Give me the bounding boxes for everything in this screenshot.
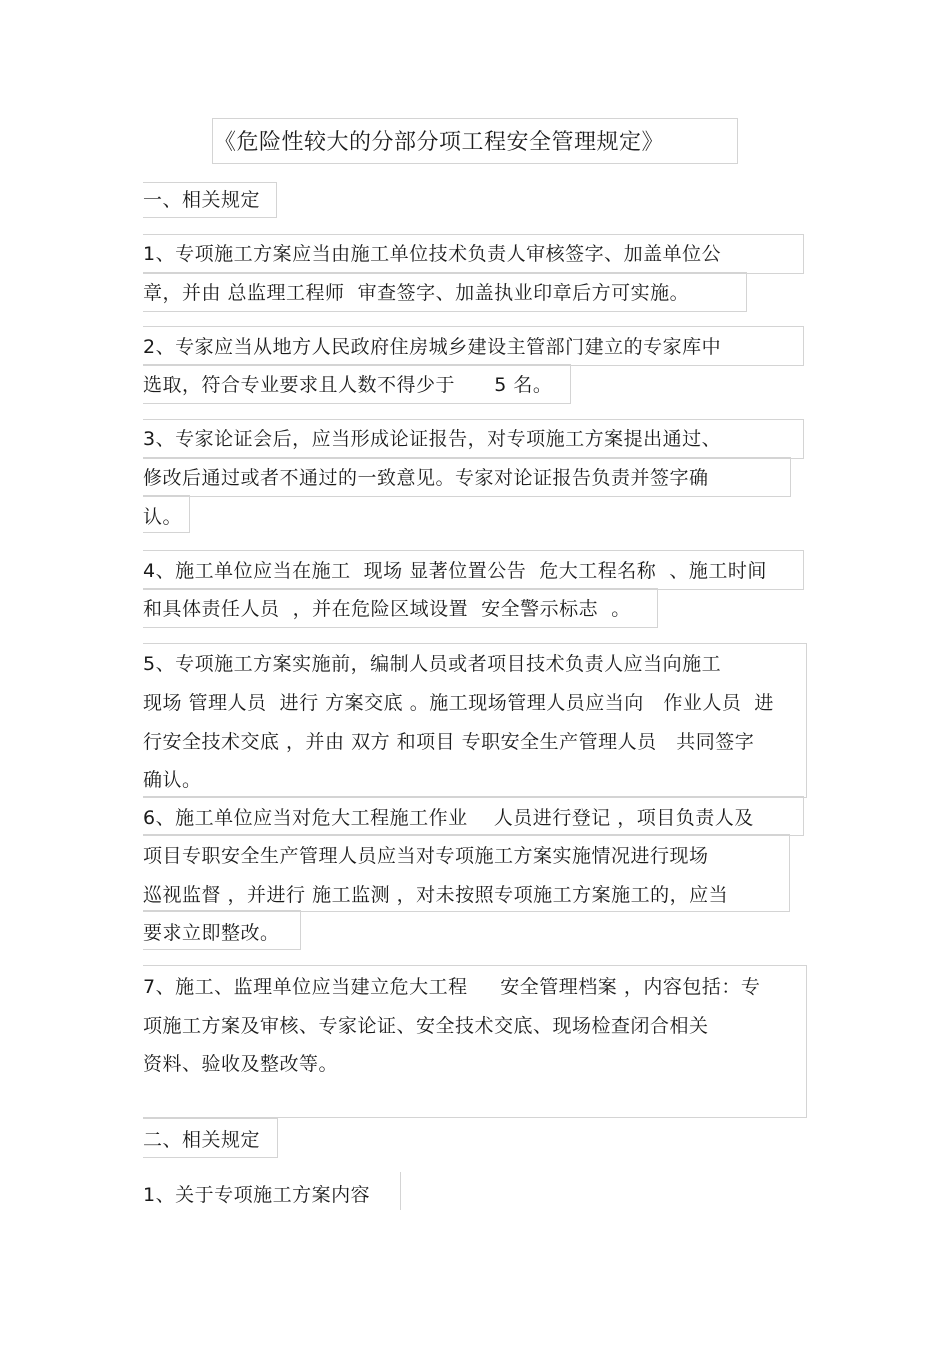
item-2-line-2: 选取，符合专业要求且人数不得少于 5 名。 xyxy=(143,374,553,396)
item-6-line-3: 巡视监督 ，并进行 施工监测 ，对未按照专项施工方案施工的，应当 xyxy=(143,884,729,906)
item-5-line-4: 确认。 xyxy=(143,769,202,791)
item-1-line-1: 1、专项施工方案应当由施工单位技术负责人审核签字、加盖单位公 xyxy=(143,243,722,265)
item-4-line-2: 和具体责任人员 ，并在危险区域设置 安全警示标志 。 xyxy=(143,598,631,620)
item-6-line-4: 要求立即整改。 xyxy=(143,922,280,944)
item-3-line-1: 3、专家论证会后，应当形成论证报告，对专项施工方案提出通过、 xyxy=(143,428,722,450)
item-6-line-1: 6、施工单位应当对危大工程施工作业 人员进行登记 ，项目负责人及 xyxy=(143,807,754,829)
section-heading-1: 一、相关规定 xyxy=(143,189,261,211)
item-7-line-1: 7、施工、监理单位应当建立危大工程 安全管理档案 ，内容包括：专 xyxy=(143,976,761,998)
item-7-line-3: 资料、验收及整改等。 xyxy=(143,1053,339,1075)
item-5-line-3: 行安全技术交底 ，并由 双方 和项目 专职安全生产管理人员 共同签字 xyxy=(143,731,755,753)
item-7-line-2: 项施工方案及审核、专家论证、安全技术交底、现场检查闭合相关 xyxy=(143,1015,709,1037)
item-4-line-1: 4、施工单位应当在施工 现场 显著位置公告 危大工程名称 、施工时间 xyxy=(143,560,767,582)
item-5-line-2: 现场 管理人员 进行 方案交底 。施工现场管理人员应当向 作业人员 进 xyxy=(143,692,774,714)
section-2-item-1: 1、关于专项施工方案内容 xyxy=(143,1184,371,1206)
item-1-line-2: 章，并由 总监理工程师 审查签字、加盖执业印章后方可实施。 xyxy=(143,282,690,304)
item-5-line-1: 5、专项施工方案实施前，编制人员或者项目技术负责人应当向施工 xyxy=(143,653,722,675)
item-6-line-2: 项目专职安全生产管理人员应当对专项施工方案实施情况进行现场 xyxy=(143,845,709,867)
item-3-line-2: 修改后通过或者不通过的一致意见。专家对论证报告负责并签字确 xyxy=(143,467,709,489)
document-title: 《危险性较大的分部分项工程安全管理规定》 xyxy=(214,130,665,155)
item-2-line-1: 2、专家应当从地方人民政府住房城乡建设主管部门建立的专家库中 xyxy=(143,336,722,358)
item-3-line-3: 认。 xyxy=(143,506,183,528)
section-heading-2: 二、相关规定 xyxy=(143,1129,261,1151)
